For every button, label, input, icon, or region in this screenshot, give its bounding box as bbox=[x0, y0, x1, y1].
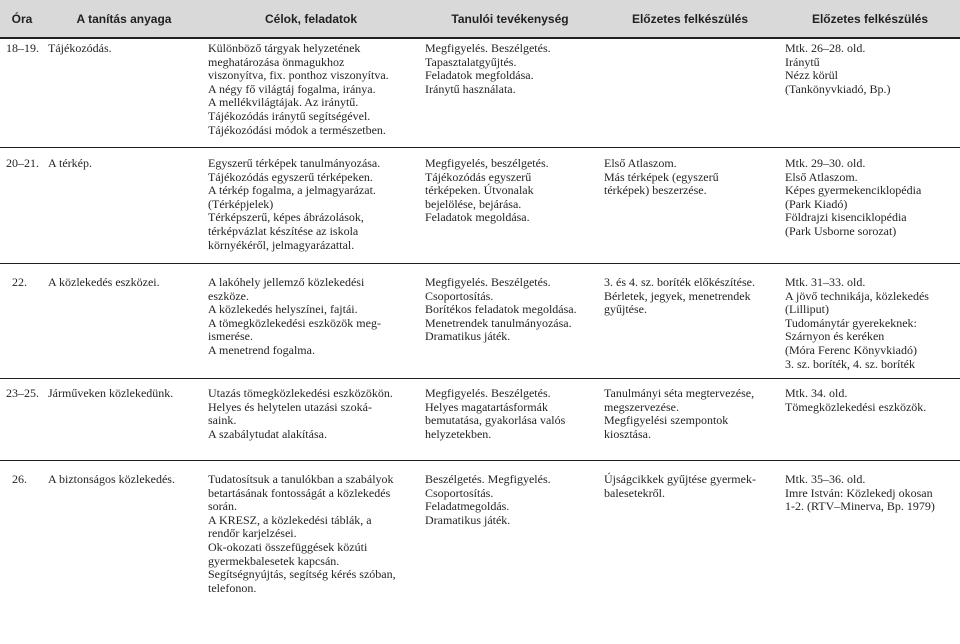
header-rule bbox=[0, 37, 960, 39]
header-anyag: A tanítás anyaga bbox=[76, 12, 172, 26]
cell-tevekenyseg: Megfigyelés. Beszélgetés. Helyes magatartásformák bemutatása, gyakorlása valós helyzetekben. bbox=[425, 386, 566, 441]
cell-felkeszules-2: Mtk. 26–28. old. Iránytű Nézz körül (Tankönyvkiadó, Bp.) bbox=[785, 41, 891, 96]
row-divider bbox=[0, 460, 960, 461]
cell-tevekenyseg: Megfigyelés. Beszélgetés. Tapasztalatgyűjtés. Feladatok megfoldása. Iránytű használata. bbox=[425, 41, 551, 96]
cell-anyag: Járműveken közlekedünk. bbox=[48, 386, 174, 400]
header-celok: Célok, feladatok bbox=[264, 12, 358, 26]
cell-tevekenyseg: Beszélgetés. Megfigyelés. Csoportosítás. Feladatmegoldás. Dramatikus játék. bbox=[425, 472, 551, 527]
header-tevekenyseg: Tanulói tevékenység bbox=[451, 12, 569, 26]
row-divider bbox=[0, 147, 960, 148]
cell-felkeszules-2: Mtk. 35–36. old. Imre István: Közlekedj okosan 1-2. (RTV–Minerva, Bp. 1979) bbox=[785, 472, 935, 514]
table-header bbox=[0, 0, 960, 37]
cell-ora: 18–19. bbox=[6, 41, 39, 55]
header-felkeszules-2: Előzetes felkészülés bbox=[811, 12, 929, 26]
cell-ora: 23–25. bbox=[6, 386, 39, 400]
row-divider bbox=[0, 263, 960, 264]
cell-anyag: A biztonságos közlekedés. bbox=[48, 472, 175, 486]
cell-felkeszules-1: Tanulmányi séta megtervezése, megszervezése. Megfigyelési szempontok kiosztása. bbox=[604, 386, 755, 441]
cell-anyag: A közlekedés eszközei. bbox=[48, 275, 160, 289]
cell-felkeszules-2: Mtk. 29–30. old. Első Atlaszom. Képes gyermekenciklopédia (Park Kiadó) Földrajzi kisenciklopédia (Park Usborne sorozat) bbox=[785, 156, 922, 238]
cell-anyag: A térkép. bbox=[48, 156, 92, 170]
cell-anyag: Tájékozódás. bbox=[48, 41, 112, 55]
cell-felkeszules-2: Mtk. 34. old. Tömegközlekedési eszközök. bbox=[785, 386, 927, 414]
cell-tevekenyseg: Megfigyelés, beszélgetés. Tájékozódás egyszerű térképeken. Útvonalak bejelölése, bejárása. Feladatok megoldása. bbox=[425, 156, 549, 225]
cell-felkeszules-1: Újságcikkek gyűjtése gyermek- balesetekről. bbox=[604, 472, 756, 500]
cell-celok: Egyszerű térképek tanulmányozása. Tájékozódás egyszerű térképeken. A térkép fogalma, a jelmagyarázat. (Térképjelek) Térképszerű, képes ábrázolások, térképvázlat készítése az iskola környékéről, jelmagyarázattal. bbox=[208, 156, 381, 252]
cell-ora: 26. bbox=[12, 472, 27, 486]
cell-celok: Tudatosítsuk a tanulókban a szabályok betartásának fontosságát a közlekedés során. A KRESZ, a közlekedési táblák, a rendőr karjelzései. Ok-okozati összefüggések közúti gyermekbalesetek kapcsán. Segítségnyújtás, segítség kérés szóban, telefonon. bbox=[208, 472, 396, 595]
cell-felkeszules-1: 3. és 4. sz. boríték előkészítése. Bérletek, jegyek, menetrendek gyűjtése. bbox=[604, 275, 755, 317]
cell-felkeszules-1: Első Atlaszom. Más térképek (egyszerű térképek) beszerzése. bbox=[604, 156, 719, 198]
cell-ora: 22. bbox=[12, 275, 27, 289]
header-felkeszules-1: Előzetes felkészülés bbox=[631, 12, 749, 26]
cell-tevekenyseg: Megfigyelés. Beszélgetés. Csoportosítás. Borítékos feladatok megoldása. Menetrendek tanulmányozása. Dramatikus játék. bbox=[425, 275, 577, 344]
cell-celok: Utazás tömegközlekedési eszközökön. Helyes és helytelen utazási szoká- saink. A szabálytudat alakítása. bbox=[208, 386, 393, 441]
header-ora: Óra bbox=[11, 12, 33, 26]
cell-celok: A lakóhely jellemző közlekedési eszköze. A közlekedés helyszínei, fajtái. A tömegközlekedési eszközök meg- ismerése. A menetrend fogalma. bbox=[208, 275, 381, 357]
cell-felkeszules-2: Mtk. 31–33. old. A jövő technikája, közlekedés (Lilliput) Tudománytár gyerekeknek: Szárnyon és keréken (Móra Ferenc Könyvkiadó) 3. sz. boríték, 4. sz. boríték bbox=[785, 275, 929, 371]
row-divider bbox=[0, 378, 960, 379]
cell-ora: 20–21. bbox=[6, 156, 39, 170]
cell-celok: Különböző tárgyak helyzetének meghatározása önmagukhoz viszonyítva, fix. ponthoz viszonyítva. A négy fő világtáj fogalma, iránya. A mellékvilágtájak. Az iránytű. Tájékozódás iránytű segítségével. Tájékozódási módok a természetben. bbox=[208, 41, 389, 137]
